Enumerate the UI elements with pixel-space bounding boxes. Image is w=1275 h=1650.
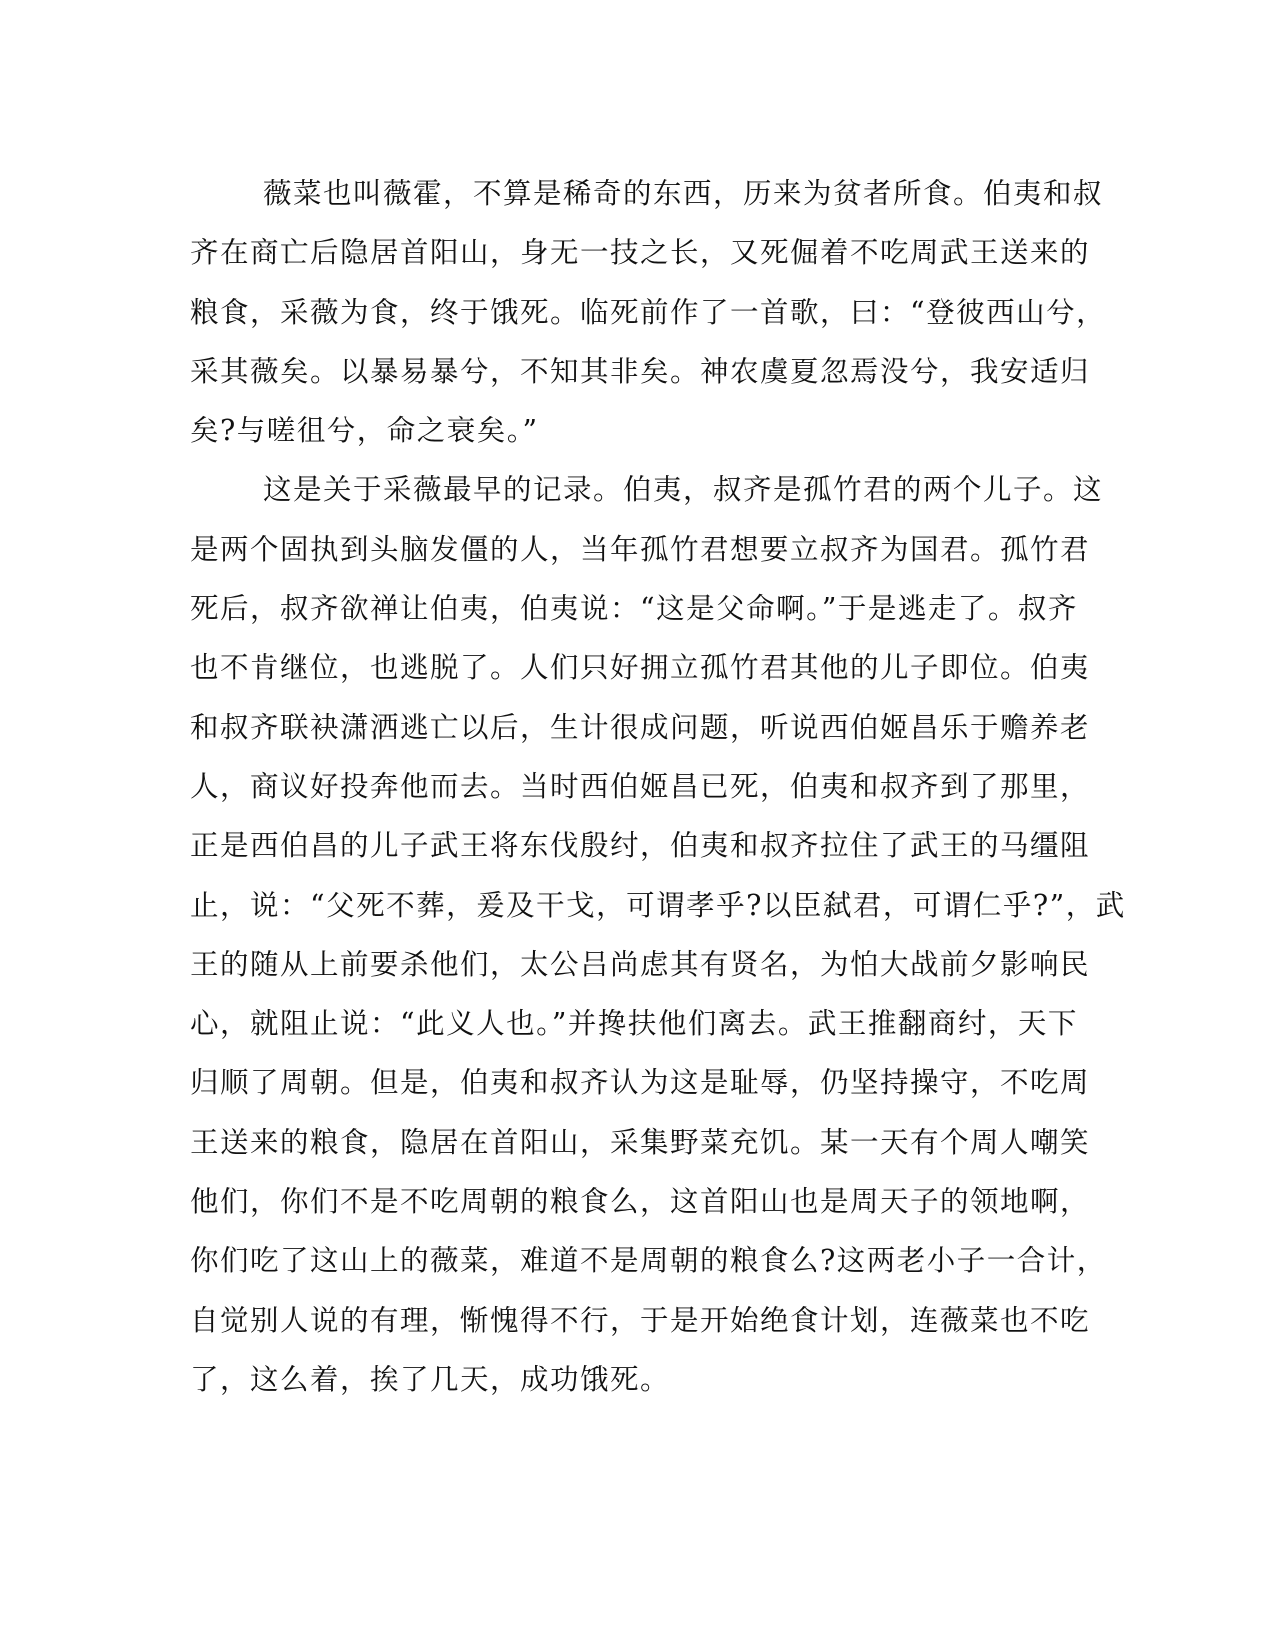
text-line: 正是西伯昌的儿子武王将东伐殷纣，伯夷和叔齐拉住了武王的马缰阻	[190, 829, 1091, 863]
text-line: 粮食，采薇为食，终于饿死。临死前作了一首歌，曰：“登彼西山兮，	[190, 295, 1107, 329]
text-line: 齐在商亡后隐居首阳山，身无一技之长，又死倔着不吃周武王送来的	[190, 236, 1091, 270]
body-text	[190, 164, 1126, 1409]
text-line: 这是关于采薇最早的记录。伯夷，叔齐是孤竹君的两个儿子。这	[263, 473, 1104, 507]
paragraph-1	[190, 164, 1107, 460]
text-line: 止，说：“父死不葬，爰及干戈，可谓孝乎?以臣弑君，可谓仁乎?”，武	[190, 888, 1126, 922]
text-line: 他们，你们不是不吃周朝的粮食么，这首阳山也是周天子的领地啊，	[190, 1185, 1091, 1219]
text-line: 归顺了周朝。但是，伯夷和叔齐认为这是耻辱，仍坚持操守，不吃周	[190, 1066, 1091, 1100]
text-line: 了，这么着，挨了几天，成功饿死。	[190, 1362, 671, 1396]
text-line: 薇菜也叫薇霍，不算是稀奇的东西，历来为贫者所食。伯夷和叔	[263, 177, 1104, 210]
text-line: 你们吃了这山上的薇菜，难道不是周朝的粮食么?这两老小子一合计，	[190, 1244, 1107, 1278]
text-line: 自觉别人说的有理，惭愧得不行，于是开始绝食计划，连薇菜也不吃	[190, 1303, 1091, 1337]
text-line: 死后，叔齐欲禅让伯夷，伯夷说：“这是父命啊。”于是逃走了。叔齐	[190, 592, 1078, 626]
text-line: 王送来的粮食，隐居在首阳山，采集野菜充饥。某一天有个周人嘲笑	[190, 1125, 1091, 1159]
text-line: 王的随从上前要杀他们，太公吕尚虑其有贤名，为怕大战前夕影响民	[190, 947, 1091, 981]
text-line: 矣?与嗟徂兮，命之衰矣。”	[190, 414, 539, 448]
text-line: 和叔齐联袂潇洒逃亡以后，生计很成问题，听说西伯姬昌乐于赡养老	[190, 710, 1091, 744]
text-line: 也不肯继位，也逃脱了。人们只好拥立孤竹君其他的儿子即位。伯夷	[190, 651, 1091, 685]
paragraph-2	[190, 460, 1126, 1409]
text-line: 采其薇矣。以暴易暴兮，不知其非矣。神农虞夏忽焉没兮，我安适归	[190, 354, 1091, 388]
text-line: 人，商议好投奔他而去。当时西伯姬昌已死，伯夷和叔齐到了那里，	[190, 769, 1091, 803]
text-line: 心，就阻止说：“此义人也。”并搀扶他们离去。武王推翻商纣，天下	[190, 1007, 1078, 1041]
text-line: 是两个固执到头脑发僵的人，当年孤竹君想要立叔齐为国君。孤竹君	[190, 532, 1091, 566]
